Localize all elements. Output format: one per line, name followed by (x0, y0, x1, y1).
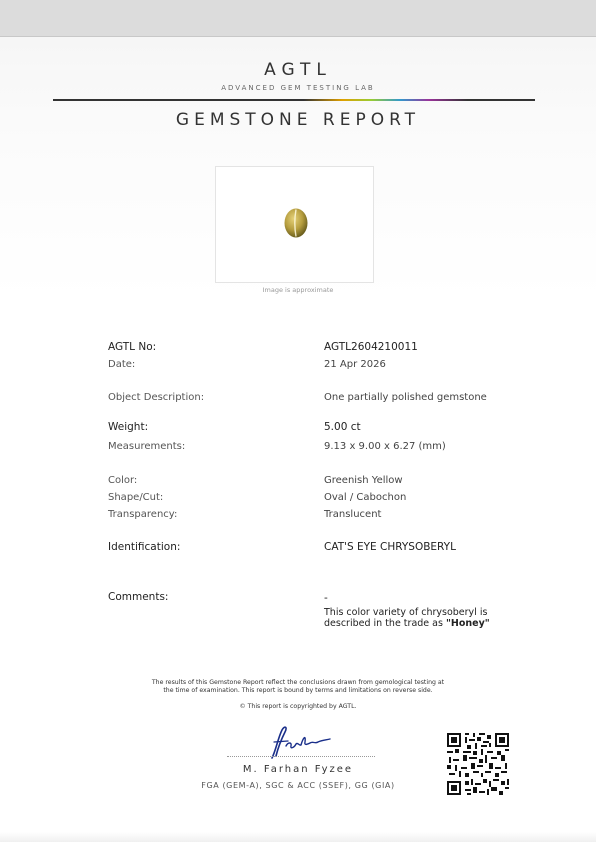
label-agtl-no: AGTL No: (108, 341, 157, 353)
scan-top-edge (0, 36, 596, 37)
label-measurements: Measurements: (108, 441, 186, 452)
label-comments: Comments: (108, 591, 169, 603)
scan-bottom-edge (0, 832, 596, 842)
gem-cabochon-icon (284, 208, 308, 238)
value-agtl-no: AGTL2604210011 (324, 341, 418, 353)
label-weight: Weight: (108, 421, 149, 433)
image-caption: Image is approximate (262, 286, 334, 294)
copyright-notice: © This report is copyrighted by AGTL. (239, 703, 357, 710)
label-shape-cut: Shape/Cut: (108, 492, 164, 503)
value-object-description: One partially polished gemstone (324, 392, 487, 403)
signatory-name: M. Farhan Fyzee (242, 764, 354, 775)
report-disclaimer (0, 679, 596, 695)
comments-line-1: This color variety of chrysoberyl is (324, 607, 488, 618)
value-shape-cut: Oval / Cabochon (324, 492, 407, 503)
scan-top-band (0, 0, 596, 36)
value-identification: CAT'S EYE CHRYSOBERYL (324, 541, 456, 553)
disclaimer-line-1: The results of this Gemstone Report reflect the conclusions drawn from gemological testing at (151, 679, 445, 686)
disclaimer-line-2: the time of examination. This report is bound by terms and limitations on reverse side. (163, 687, 433, 694)
verification-qr-code-icon (445, 731, 511, 797)
label-object-description: Object Description: (108, 392, 205, 403)
gem-image-frame (215, 166, 374, 283)
signatory-credentials: FGA (GEM-A), SGC & ACC (SSEF), GG (GIA) (201, 781, 395, 790)
label-color: Color: (108, 475, 138, 486)
label-transparency: Transparency: (108, 509, 178, 520)
value-color: Greenish Yellow (324, 475, 403, 486)
value-transparency: Translucent (324, 509, 382, 520)
label-identification: Identification: (108, 541, 181, 553)
report-title: GEMSTONE REPORT (175, 110, 421, 130)
value-weight: 5.00 ct (324, 421, 361, 433)
comments-line-2 (324, 618, 490, 629)
value-date: 21 Apr 2026 (324, 359, 386, 370)
comments-line-2-text: described in the trade as (324, 618, 446, 629)
brand-subtitle: ADVANCED GEM TESTING LAB (221, 84, 375, 92)
comments-honey-term: "Honey" (445, 618, 490, 629)
comments-dash: - (324, 592, 328, 604)
value-measurements: 9.13 x 9.00 x 6.27 (mm) (324, 441, 446, 452)
signature-line (227, 756, 375, 757)
label-date: Date: (108, 359, 136, 370)
brand-logo-text: AGTL (264, 60, 332, 80)
header-divider (53, 99, 535, 101)
